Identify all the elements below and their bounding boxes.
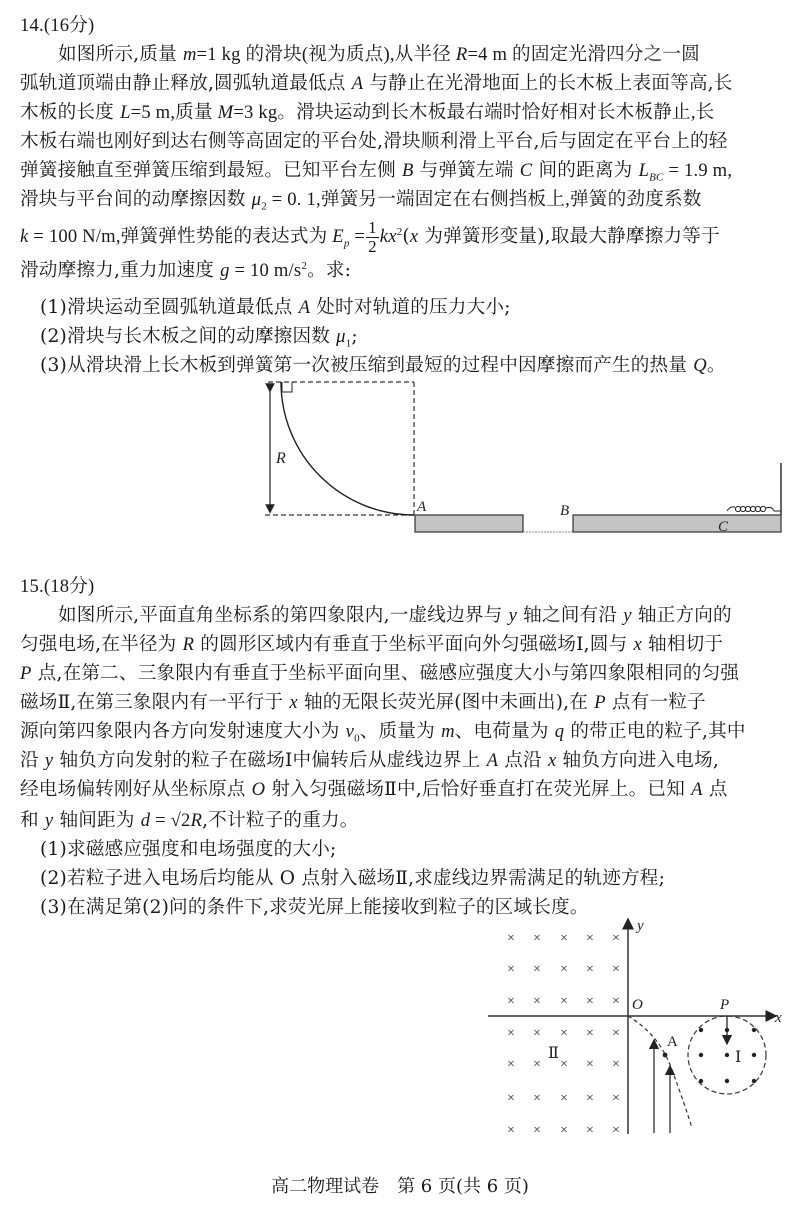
text-span: 的圆形区域内有垂直于坐标平面向外匀强磁场Ⅰ,圆与	[194, 634, 634, 655]
label-y: y	[637, 918, 644, 934]
text-span: 弧轨道顶端由静止释放,圆弧轨道最低点	[20, 73, 352, 94]
var-v: v	[345, 721, 355, 742]
label-A: A	[417, 499, 427, 515]
var-R: R	[182, 634, 195, 655]
denominator: 2	[368, 236, 377, 256]
text-span: 滑动摩擦力,重力加速度	[20, 260, 221, 281]
label-P: P	[720, 997, 730, 1013]
var-P: P	[594, 692, 606, 713]
cross-mark: ×	[533, 994, 541, 1009]
superscript-2: 2	[301, 259, 308, 272]
var-y: y	[623, 605, 632, 626]
var-x: x	[409, 226, 419, 247]
var-O: O	[251, 779, 266, 800]
text-span: 如图所示,质量	[58, 44, 183, 65]
var-kx: kx	[379, 226, 397, 247]
q15-question-3: (3)在满足第(2)问的条件下,求荧光屏上能接收到粒子的区域长度。	[40, 897, 589, 918]
text-span: = 0. 1,弹簧另一端固定在右侧挡板上,弹簧的劲度系数	[266, 189, 702, 210]
text-span: ,不计粒子的重力。	[202, 810, 359, 831]
cross-mark: ×	[612, 1026, 620, 1041]
text-span: 、电荷量为	[454, 721, 555, 742]
cross-mark: ×	[612, 1123, 620, 1138]
var-g: g	[220, 260, 230, 281]
text-span: 点有一粒子	[605, 692, 706, 713]
text-span: 轴负方向发射的粒子在磁场Ⅰ中偏转后从虚线边界上	[53, 750, 487, 771]
text-span: (2)滑块与长木板之间的动摩擦因数	[40, 326, 337, 347]
cross-mark: ×	[586, 931, 594, 946]
text-span: 点,在第二、三象限内有垂直于坐标平面向里、磁感应强度大小与第四象限相同的匀强	[31, 663, 740, 684]
text-span: 轴间距为	[53, 810, 141, 831]
cross-mark: ×	[533, 1057, 541, 1072]
q14-header: 14.(16分)	[20, 15, 95, 36]
q15-question-2: (2)若粒子进入电场后均能从 O 点射入磁场Ⅱ,求虚线边界需满足的轨迹方程;	[40, 868, 666, 889]
var-A: A	[486, 750, 499, 771]
cross-mark: ×	[507, 1057, 515, 1072]
text-span: 。	[706, 355, 726, 376]
var-d: d	[140, 810, 151, 831]
cross-mark: ×	[533, 962, 541, 977]
text-span: =	[349, 226, 366, 247]
cross-mark: ×	[560, 1026, 568, 1041]
text-span: (1)滑块运动至圆弧轨道最低点	[40, 297, 299, 318]
text-span: 轴的无限长荧光屏(图中未画出),在	[297, 692, 595, 713]
text-span: 点	[702, 779, 728, 800]
subscript-2: 2	[261, 200, 267, 213]
text-span: 如图所示,平面直角坐标系的第四象限内,一虚线边界与	[58, 605, 509, 626]
q15-question-1: (1)求磁感应强度和电场强度的大小;	[40, 839, 337, 860]
subscript-0: 0	[354, 732, 360, 745]
cross-mark: ×	[533, 1026, 541, 1041]
var-x: x	[289, 692, 298, 713]
label-C: C	[718, 519, 729, 535]
text-span: 沿	[20, 750, 45, 771]
var-y: y	[508, 605, 518, 626]
text-span: 为弹簧形变量),取最大静摩擦力等于	[418, 226, 720, 247]
label-B: B	[560, 503, 570, 519]
cross-mark: ×	[507, 931, 515, 946]
var-x: x	[633, 634, 642, 655]
cross-mark: ×	[533, 931, 541, 946]
numerator: 1	[368, 217, 377, 237]
text-span: 轴负方向进入电场,	[556, 750, 719, 771]
text-span: =1 kg 的滑块(视为质点),从半径	[196, 44, 456, 65]
var-q: q	[554, 721, 565, 742]
var-y: y	[44, 750, 54, 771]
cross-mark: ×	[560, 931, 568, 946]
cross-mark: ×	[586, 962, 594, 977]
text-span: = 100 N/m,弹簧弹性势能的表达式为	[28, 226, 333, 247]
var-y: y	[44, 810, 54, 831]
text-span: 木板右端也刚好到达右侧等高固定的平台处,滑块顺利滑上平台,后与固定在平台上的轻	[20, 131, 728, 152]
cross-mark: ×	[612, 1091, 620, 1106]
var-A: A	[351, 73, 364, 94]
cross-mark: ×	[586, 1123, 594, 1138]
text-span: 和	[20, 810, 45, 831]
cross-mark: ×	[533, 1091, 541, 1106]
var-A: A	[298, 297, 311, 318]
text-span: 。求:	[307, 260, 352, 281]
text-span: (	[402, 226, 410, 247]
var-P: P	[20, 663, 32, 684]
text-span: 与静止在光滑地面上的长木板上表面等高,长	[363, 73, 733, 94]
cross-mark: ×	[560, 1091, 568, 1106]
text-span: ;	[351, 326, 358, 347]
subscript-BC: BC	[649, 171, 664, 184]
text-span: 与弹簧左端	[413, 160, 520, 181]
cross-mark: ×	[586, 1026, 594, 1041]
cross-mark: ×	[507, 1091, 515, 1106]
text-span: = 10 m/s	[229, 260, 302, 281]
cross-mark: ×	[612, 994, 620, 1009]
var-C: C	[519, 160, 533, 181]
cross-mark: ×	[586, 1057, 594, 1072]
var-M: M	[217, 102, 234, 123]
text-span: 轴之间有沿	[517, 605, 624, 626]
text-span: 处时对轨道的压力大小;	[310, 297, 511, 318]
text-span: 轴正方向的	[631, 605, 732, 626]
var-L: L	[120, 102, 131, 123]
var-A: A	[691, 779, 703, 800]
superscript-2: 2	[396, 225, 403, 238]
text-span: 轴相切于	[641, 634, 724, 655]
text-span: =5 m,质量	[130, 102, 218, 123]
cross-mark: ×	[612, 962, 620, 977]
text-span: 、质量为	[359, 721, 442, 742]
text-span: = 1.9 m,	[663, 160, 733, 181]
text-span: 匀强电场,在半径为	[20, 634, 183, 655]
text-span: =4 m 的固定光滑四分之一圆	[467, 44, 700, 65]
page-footer: 高二物理试卷 第 6 页(共 6 页)	[271, 1176, 529, 1197]
cross-mark: ×	[560, 994, 568, 1009]
var-B: B	[402, 160, 414, 181]
label-A: A	[667, 1034, 678, 1050]
cross-mark: ×	[507, 1026, 515, 1041]
var-mu: μ	[336, 326, 346, 347]
cross-mark: ×	[560, 1123, 568, 1138]
text-span: 滑块与平台间的动摩擦因数	[20, 189, 252, 210]
text-span: 间的距离为	[532, 160, 639, 181]
label-region-i: Ⅰ	[735, 1049, 742, 1066]
cross-mark: ×	[507, 962, 515, 977]
label-x: x	[775, 1010, 782, 1026]
cross-mark: ×	[560, 962, 568, 977]
text-span: 射入匀强磁场Ⅱ中,后恰好垂直打在荧光屏上。已知	[265, 779, 692, 800]
var-m: m	[441, 721, 455, 742]
var-x: x	[547, 750, 557, 771]
var-mu: μ	[251, 189, 262, 210]
cross-mark: ×	[533, 1123, 541, 1138]
subscript-1: 1	[345, 337, 352, 350]
sqrt-two: = √2	[150, 810, 191, 831]
text-span: =3 kg。滑块运动到长木板最右端时恰好相对长木板静止,长	[233, 102, 715, 123]
subscript-p: p	[343, 237, 350, 250]
var-R: R	[190, 810, 203, 831]
cross-mark: ×	[560, 1057, 568, 1072]
text-span: 的带正电的粒子,其中	[564, 721, 746, 742]
cross-mark: ×	[507, 1123, 515, 1138]
text-span: 经电场偏转刚好从坐标原点	[20, 779, 252, 800]
label-R: R	[276, 450, 286, 467]
cross-mark: ×	[586, 994, 594, 1009]
dashed-boundary-curve	[628, 1016, 692, 1128]
field-ii-crosses	[507, 931, 620, 1138]
text-span: 木板的长度	[20, 102, 121, 123]
text-span: (3)从滑块滑上长木板到弹簧第一次被压缩到最短的过程中因摩擦而产生的热量	[40, 355, 694, 376]
text-span: 点沿	[498, 750, 548, 771]
text-span: 弹簧接触直至弹簧压缩到最短。已知平台左侧	[20, 160, 402, 181]
var-Q: Q	[693, 355, 707, 376]
q15-header: 15.(18分)	[20, 576, 95, 597]
point-A	[663, 1053, 668, 1058]
text-span: 磁场Ⅱ,在第三象限内有一平行于	[20, 692, 290, 713]
cross-mark: ×	[612, 1057, 620, 1072]
label-O: O	[632, 997, 643, 1013]
text-span: 源向第四象限内各方向发射速度大小为	[20, 721, 346, 742]
label-region-ii: Ⅱ	[548, 1045, 559, 1062]
cross-mark: ×	[586, 1091, 594, 1106]
var-m: m	[182, 44, 197, 65]
cross-mark: ×	[507, 994, 515, 1009]
var-k: k	[20, 226, 29, 247]
var-L: L	[638, 160, 650, 181]
var-R: R	[455, 44, 468, 65]
var-E: E	[332, 226, 344, 247]
cross-mark: ×	[612, 931, 620, 946]
